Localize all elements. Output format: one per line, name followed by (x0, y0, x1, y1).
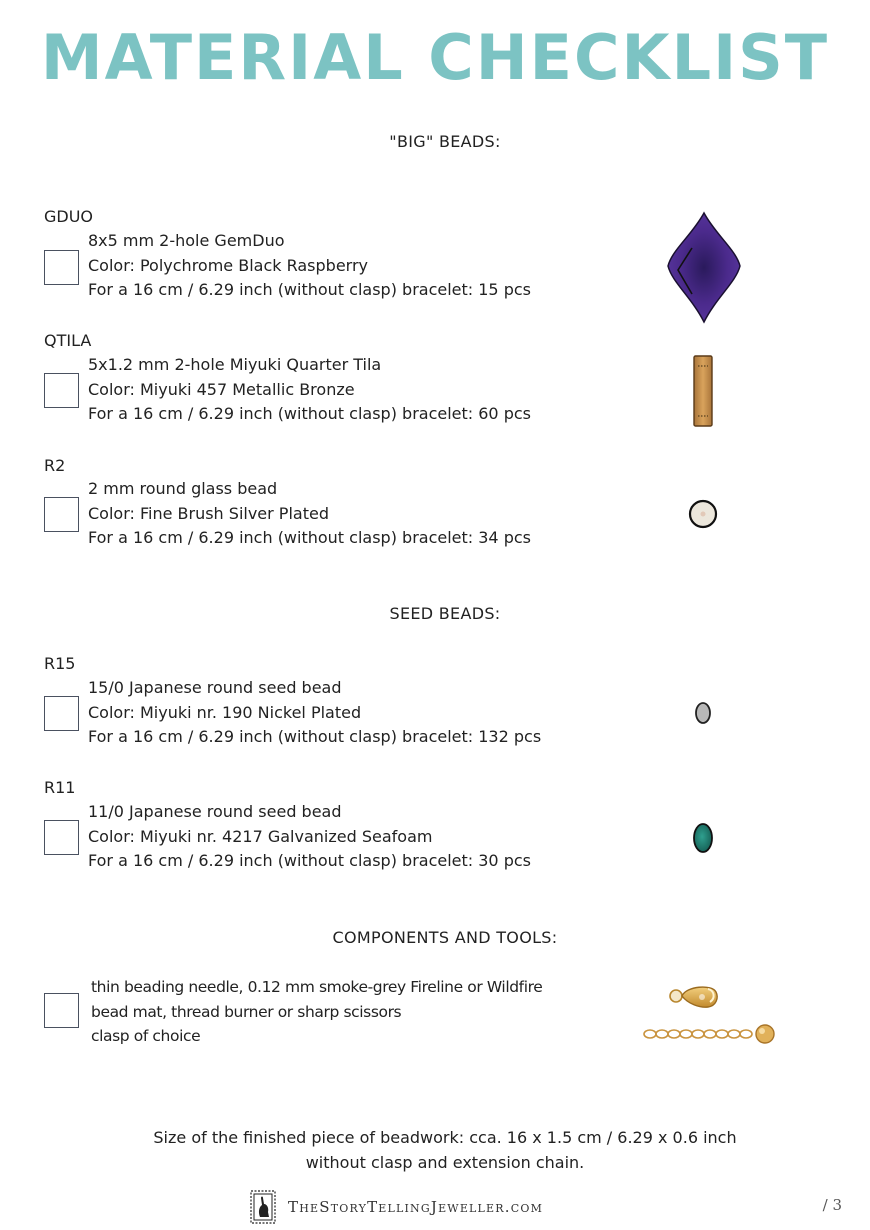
page-title: MATERIAL CHECKLIST (40, 21, 830, 94)
page-number: / 3 (822, 1196, 842, 1214)
seed-bead-15-icon (694, 701, 712, 725)
extension-chain-icon (642, 1022, 778, 1046)
finished-size-line1: Size of the finished piece of beadwork: cca. 16 x 1.5 cm / 6.29 x 0.6 inch (153, 1128, 737, 1147)
checkbox-qtila[interactable] (44, 373, 79, 408)
item-color: Color: Miyuki 457 Metallic Bronze (88, 379, 355, 399)
item-description-r2 (88, 477, 531, 551)
checkbox-r15[interactable] (44, 696, 79, 731)
item-name: 8x5 mm 2-hole GemDuo (88, 231, 285, 250)
item-color: Color: Fine Brush Silver Plated (88, 503, 329, 523)
lobster-clasp-icon (664, 980, 726, 1012)
footer-brand (250, 1190, 543, 1224)
item-color: Color: Polychrome Black Raspberry (88, 255, 368, 275)
item-description-gduo (88, 229, 531, 303)
item-name: 2 mm round glass bead (88, 479, 278, 498)
finished-size-note (0, 1125, 870, 1175)
checkbox-tools[interactable] (44, 993, 79, 1028)
finished-size-line2: without clasp and extension chain. (305, 1153, 585, 1172)
tools-line-clasp: clasp of choice (91, 1027, 201, 1045)
item-code-qtila: QTILA (44, 331, 92, 350)
item-code-gduo: GDUO (44, 207, 94, 226)
item-name: 11/0 Japanese round seed bead (88, 802, 342, 821)
item-description-r11 (88, 800, 531, 874)
gemduo-bead-icon (664, 210, 744, 326)
item-code-r2: R2 (44, 456, 66, 475)
section-heading-components: COMPONENTS AND TOOLS: (332, 928, 558, 947)
round-bead-icon (688, 499, 718, 529)
checkbox-r11[interactable] (44, 820, 79, 855)
item-quantity: For a 16 cm / 6.29 inch (without clasp) bracelet: 30 pcs (88, 851, 531, 870)
rabbit-stamp-logo-icon (250, 1190, 276, 1224)
item-name: 15/0 Japanese round seed bead (88, 678, 342, 697)
item-description-r15 (88, 676, 541, 750)
tools-line-needle: thin beading needle, 0.12 mm smoke-grey Fireline or Wildfire (91, 978, 543, 996)
checkbox-gduo[interactable] (44, 250, 79, 285)
item-code-r11: R11 (44, 778, 76, 797)
item-description-qtila (88, 353, 531, 427)
checkbox-r2[interactable] (44, 497, 79, 532)
item-quantity: For a 16 cm / 6.29 inch (without clasp) bracelet: 60 pcs (88, 404, 531, 423)
seed-bead-11-icon (692, 822, 714, 854)
item-color: Color: Miyuki nr. 4217 Galvanized Seafoam (88, 826, 433, 846)
tools-line-mat: bead mat, thread burner or sharp scissors (91, 1002, 402, 1021)
item-quantity: For a 16 cm / 6.29 inch (without clasp) bracelet: 132 pcs (88, 727, 542, 746)
item-code-r15: R15 (44, 654, 76, 673)
item-quantity: For a 16 cm / 6.29 inch (without clasp) bracelet: 34 pcs (88, 528, 531, 547)
quarter-tila-bead-icon (692, 354, 714, 428)
brand-website-link[interactable]: TheStoryTellingJeweller.com (288, 1198, 544, 1216)
item-name: 5x1.2 mm 2-hole Miyuki Quarter Tila (88, 355, 382, 374)
section-heading-big-beads: "BIG" BEADS: (389, 132, 501, 151)
tools-list (91, 975, 542, 1049)
item-color: Color: Miyuki nr. 190 Nickel Plated (88, 702, 362, 722)
item-quantity: For a 16 cm / 6.29 inch (without clasp) bracelet: 15 pcs (88, 280, 531, 299)
section-heading-seed-beads: SEED BEADS: (389, 604, 501, 623)
